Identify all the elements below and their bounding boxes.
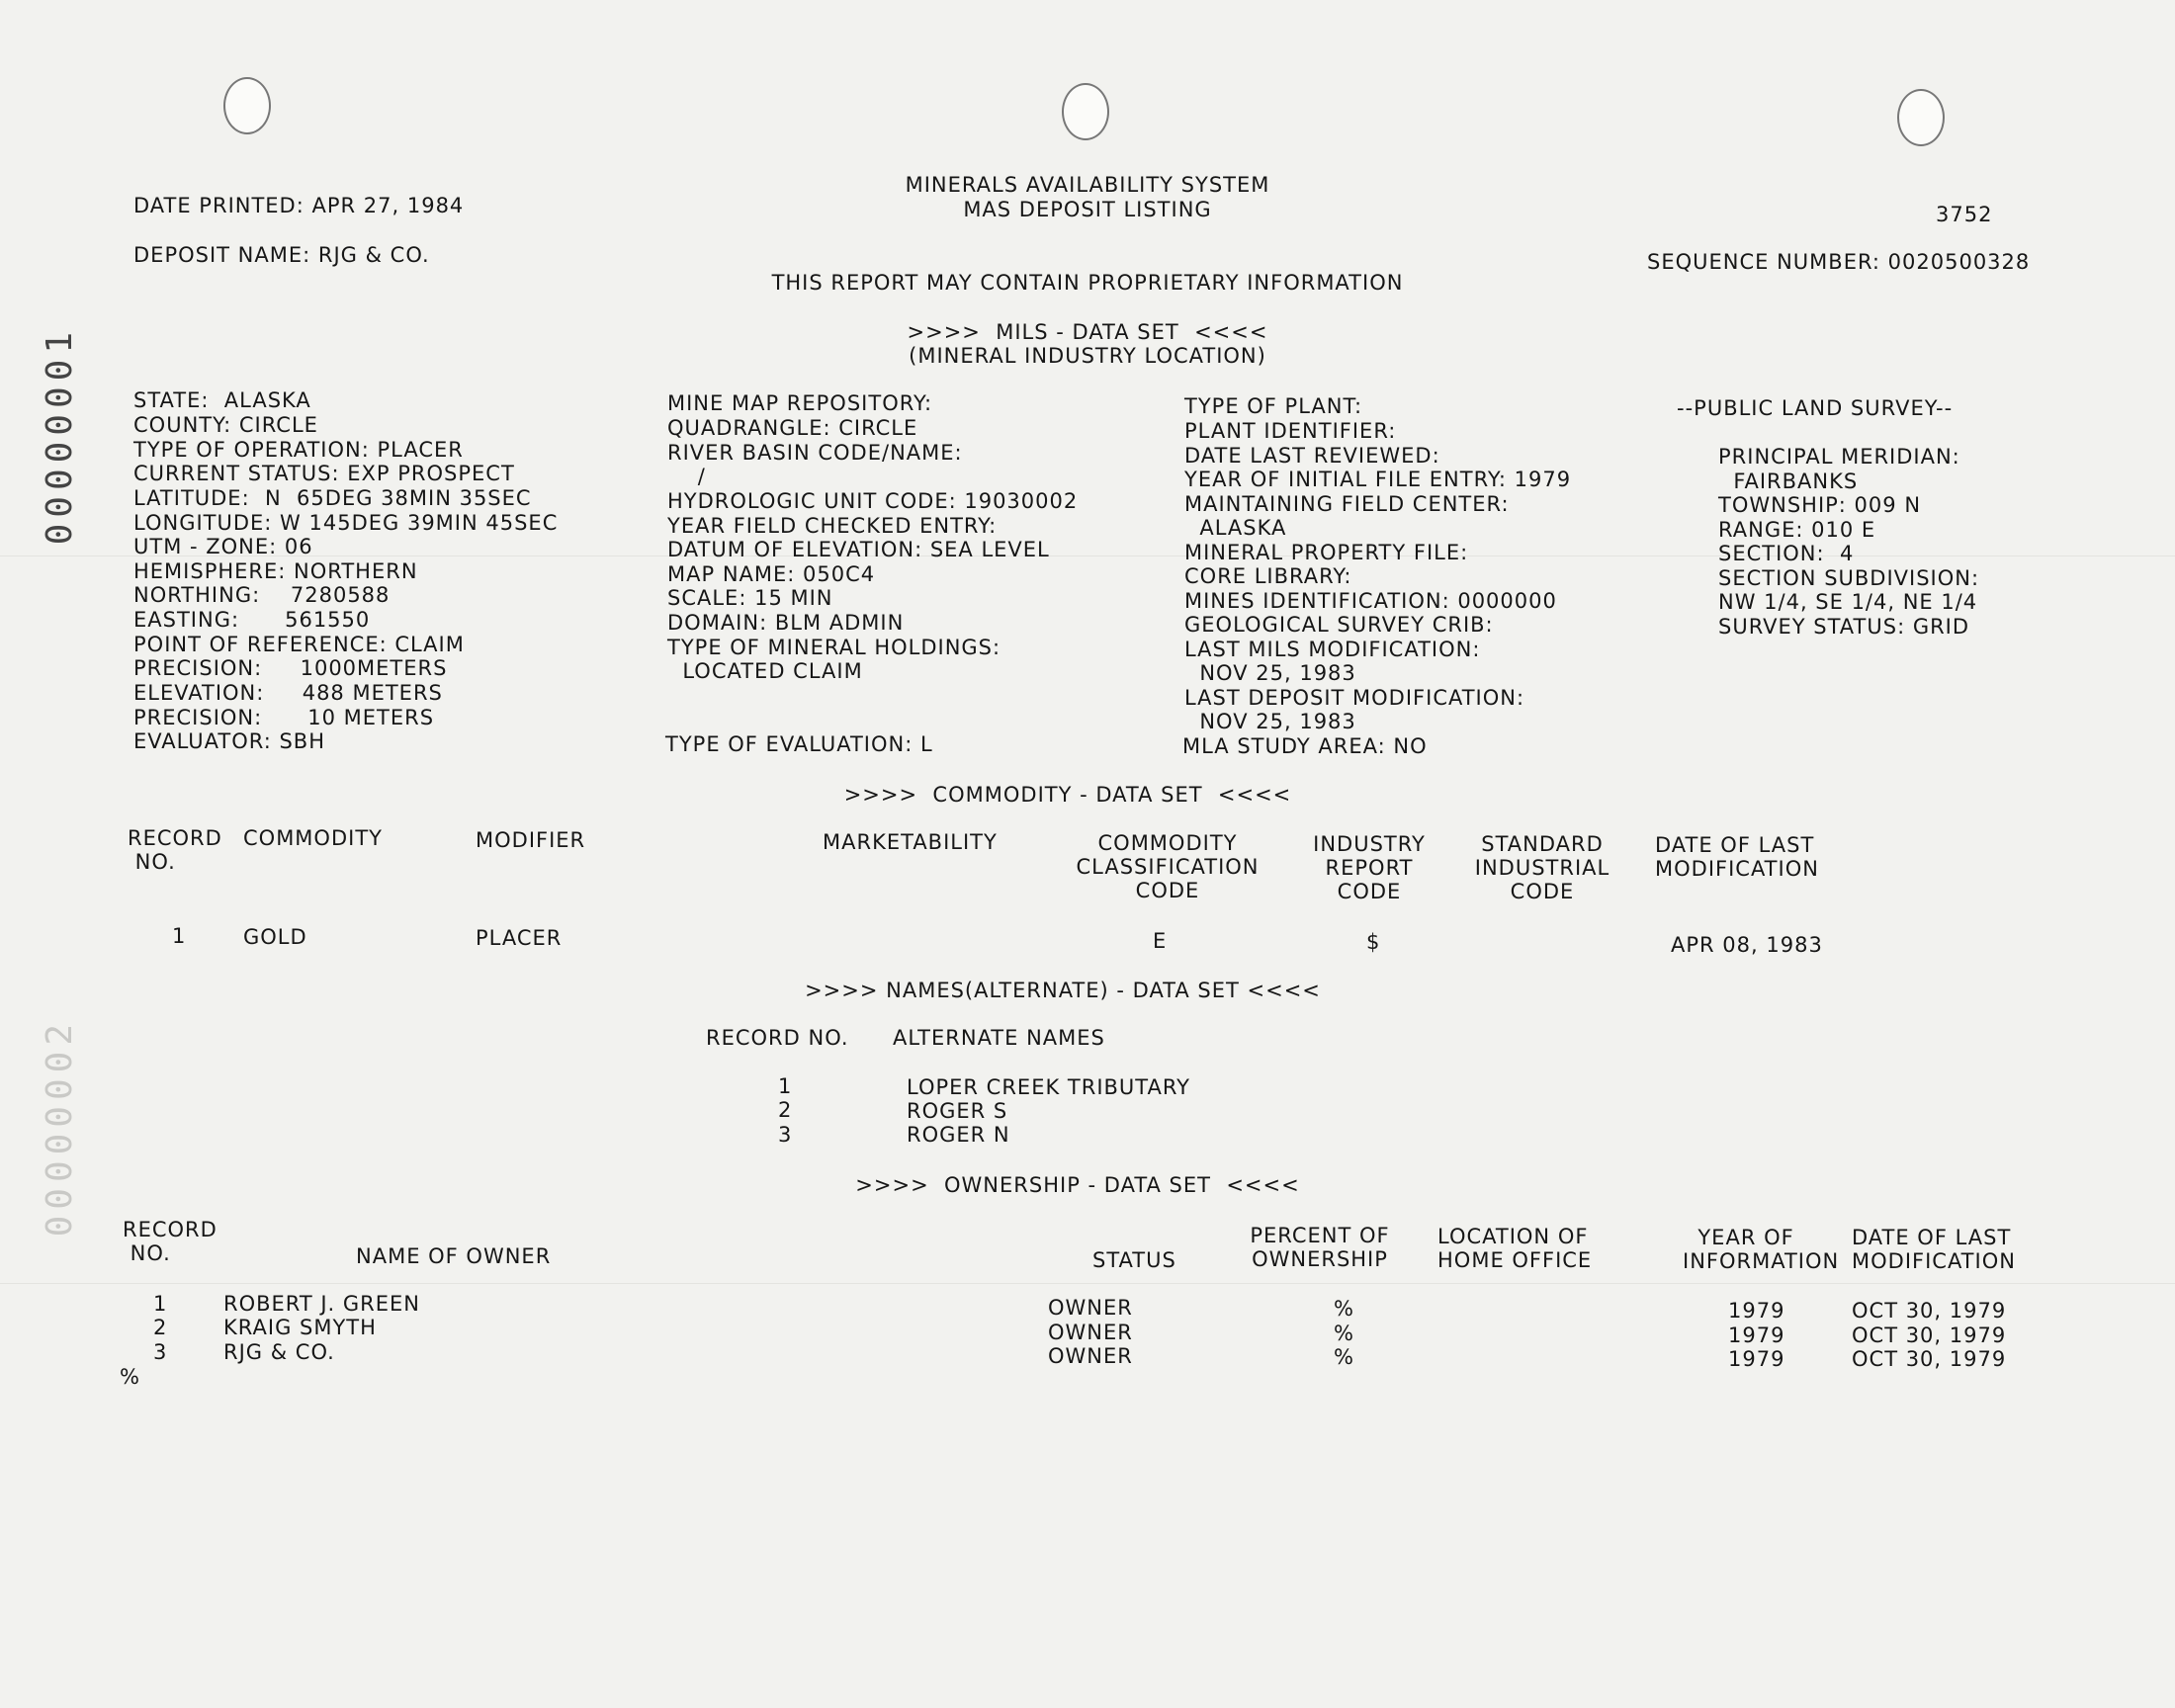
mils-field: MLA STUDY AREA: NO bbox=[1182, 734, 1428, 758]
fold-line bbox=[0, 1283, 2175, 1284]
mils-field: YEAR FIELD CHECKED ENTRY: bbox=[667, 514, 998, 538]
mils-field: TYPE OF MINERAL HOLDINGS: bbox=[667, 636, 1001, 659]
mils-field: QUADRANGLE: CIRCLE bbox=[667, 416, 918, 440]
commodity-industry: $ bbox=[1366, 930, 1381, 954]
commodity-modifier: PLACER bbox=[476, 926, 563, 950]
ownership-owner: ROBERT J. GREEN bbox=[223, 1292, 421, 1316]
listing-title: MAS DEPOSIT LISTING bbox=[963, 198, 1212, 221]
commodity-header-record: RECORD NO. bbox=[128, 826, 222, 874]
survey-field: SURVEY STATUS: GRID bbox=[1718, 615, 1970, 639]
ownership-header-year: YEAR OF INFORMATION bbox=[1683, 1226, 1840, 1273]
mils-title: >>>> MILS - DATA SET <<<< bbox=[907, 320, 1268, 344]
proprietary-notice: THIS REPORT MAY CONTAIN PROPRIETARY INFORMATION bbox=[771, 271, 1404, 295]
mils-field: EVALUATOR: SBH bbox=[133, 729, 325, 753]
names-record: 2 bbox=[778, 1098, 793, 1122]
mils-subtitle: (MINERAL INDUSTRY LOCATION) bbox=[909, 344, 1266, 368]
binder-hole-left bbox=[223, 77, 271, 134]
commodity-record: 1 bbox=[172, 924, 187, 948]
mils-field: MAP NAME: 050C4 bbox=[667, 562, 876, 586]
mils-field: SCALE: 15 MIN bbox=[667, 586, 833, 610]
mils-field: STATE: ALASKA bbox=[133, 388, 311, 412]
mils-field: / bbox=[667, 465, 706, 488]
names-alternate: LOPER CREEK TRIBUTARY bbox=[907, 1075, 1190, 1099]
mils-field: TYPE OF EVALUATION: L bbox=[665, 732, 933, 756]
mils-field: DATE LAST REVIEWED: bbox=[1184, 444, 1440, 468]
mils-field: PRECISION: 1000METERS bbox=[133, 656, 448, 680]
survey-field: FAIRBANKS bbox=[1718, 470, 1859, 493]
commodity-header-modifier: MODIFIER bbox=[476, 828, 586, 852]
ownership-date: OCT 30, 1979 bbox=[1852, 1299, 2007, 1323]
ownership-status: OWNER bbox=[1048, 1321, 1133, 1344]
mils-field: MINE MAP REPOSITORY: bbox=[667, 391, 933, 415]
ownership-percent: % bbox=[1334, 1297, 1354, 1321]
mils-field: MINES IDENTIFICATION: 0000000 bbox=[1184, 589, 1557, 613]
ownership-header-name: NAME OF OWNER bbox=[356, 1244, 552, 1268]
ownership-year: 1979 bbox=[1728, 1299, 1785, 1323]
names-record: 3 bbox=[778, 1123, 793, 1147]
ownership-owner: RJG & CO. bbox=[223, 1340, 335, 1364]
commodity-header-standard: STANDARD INDUSTRIAL CODE bbox=[1474, 832, 1610, 903]
ownership-header-status: STATUS bbox=[1092, 1248, 1176, 1272]
ownership-date: OCT 30, 1979 bbox=[1852, 1324, 2007, 1347]
frame-stamp-top: 00000001 bbox=[40, 326, 80, 546]
ownership-year: 1979 bbox=[1728, 1324, 1785, 1347]
mils-field: LONGITUDE: W 145DEG 39MIN 45SEC bbox=[133, 511, 559, 535]
names-header-record: RECORD NO. bbox=[706, 1026, 849, 1050]
names-alternate: ROGER S bbox=[907, 1099, 1008, 1123]
system-title: MINERALS AVAILABILITY SYSTEM bbox=[905, 173, 1270, 197]
mils-field: MINERAL PROPERTY FILE: bbox=[1184, 541, 1469, 564]
ownership-title: >>>> OWNERSHIP - DATA SET <<<< bbox=[855, 1173, 1300, 1197]
mils-field: NOV 25, 1983 bbox=[1184, 710, 1356, 733]
names-record: 1 bbox=[778, 1074, 793, 1098]
ownership-header-location: LOCATION OF HOME OFFICE bbox=[1437, 1225, 1593, 1272]
frame-stamp-bottom: 00000002 bbox=[40, 1018, 80, 1238]
mils-field: CORE LIBRARY: bbox=[1184, 564, 1352, 588]
mils-field: HEMISPHERE: NORTHERN bbox=[133, 559, 418, 583]
ownership-header-date: DATE OF LAST MODIFICATION bbox=[1852, 1226, 2016, 1273]
survey-field: TOWNSHIP: 009 N bbox=[1718, 493, 1922, 517]
ownership-status: OWNER bbox=[1048, 1296, 1133, 1320]
ownership-record: 3 bbox=[153, 1340, 168, 1364]
mils-field: POINT OF REFERENCE: CLAIM bbox=[133, 633, 465, 656]
mils-field: DOMAIN: BLM ADMIN bbox=[667, 611, 905, 635]
mils-field: NORTHING: 7280588 bbox=[133, 583, 391, 607]
ownership-header-record: RECORD NO. bbox=[123, 1218, 218, 1265]
ownership-percent: % bbox=[1334, 1322, 1354, 1345]
ownership-date: OCT 30, 1979 bbox=[1852, 1347, 2007, 1371]
survey-field: PRINCIPAL MERIDIAN: bbox=[1718, 445, 1960, 469]
commodity-header-classification: COMMODITY CLASSIFICATION CODE bbox=[1076, 831, 1260, 902]
ownership-header-percent: PERCENT OF OWNERSHIP bbox=[1250, 1224, 1390, 1271]
commodity-title: >>>> COMMODITY - DATA SET <<<< bbox=[843, 783, 1292, 807]
ownership-trailer: % bbox=[120, 1365, 140, 1389]
survey-title: --PUBLIC LAND SURVEY-- bbox=[1677, 396, 1954, 420]
commodity-header-date: DATE OF LAST MODIFICATION bbox=[1655, 833, 1819, 881]
names-title: >>>> NAMES(ALTERNATE) - DATA SET <<<< bbox=[805, 979, 1321, 1002]
mils-field: UTM - ZONE: 06 bbox=[133, 535, 313, 558]
mils-field: DATUM OF ELEVATION: SEA LEVEL bbox=[667, 538, 1050, 561]
names-header-alternate: ALTERNATE NAMES bbox=[893, 1026, 1105, 1050]
mils-field: GEOLOGICAL SURVEY CRIB: bbox=[1184, 613, 1494, 637]
survey-field: NW 1/4, SE 1/4, NE 1/4 bbox=[1718, 590, 1978, 614]
deposit-name: DEPOSIT NAME: RJG & CO. bbox=[133, 243, 430, 267]
survey-field: SECTION: 4 bbox=[1718, 542, 1855, 565]
mils-field: LAST DEPOSIT MODIFICATION: bbox=[1184, 686, 1525, 710]
mils-field: NOV 25, 1983 bbox=[1184, 661, 1356, 685]
mils-field: YEAR OF INITIAL FILE ENTRY: 1979 bbox=[1184, 468, 1572, 491]
ownership-year: 1979 bbox=[1728, 1347, 1785, 1371]
commodity-classification: E bbox=[1153, 929, 1168, 953]
survey-field: SECTION SUBDIVISION: bbox=[1718, 566, 1980, 590]
ownership-percent: % bbox=[1334, 1345, 1354, 1369]
mils-field: LAST MILS MODIFICATION: bbox=[1184, 638, 1481, 661]
mils-field: PRECISION: 10 METERS bbox=[133, 706, 435, 729]
ownership-record: 2 bbox=[153, 1316, 168, 1339]
mils-field: HYDROLOGIC UNIT CODE: 19030002 bbox=[667, 489, 1079, 513]
mils-field: MAINTAINING FIELD CENTER: bbox=[1184, 492, 1510, 516]
mils-field: EASTING: 561550 bbox=[133, 608, 371, 632]
mils-field: TYPE OF OPERATION: PLACER bbox=[133, 438, 464, 462]
names-alternate: ROGER N bbox=[907, 1123, 1010, 1147]
mils-field: LOCATED CLAIM bbox=[667, 659, 863, 683]
commodity-date: APR 08, 1983 bbox=[1671, 933, 1823, 957]
mils-field: LATITUDE: N 65DEG 38MIN 35SEC bbox=[133, 486, 532, 510]
mils-field: PLANT IDENTIFIER: bbox=[1184, 419, 1397, 443]
commodity-name: GOLD bbox=[243, 925, 307, 949]
page-number: 3752 bbox=[1936, 203, 1993, 226]
mils-field: TYPE OF PLANT: bbox=[1184, 394, 1363, 418]
binder-hole-right bbox=[1897, 89, 1945, 146]
sequence-number: SEQUENCE NUMBER: 0020500328 bbox=[1647, 250, 2031, 274]
commodity-header-commodity: COMMODITY bbox=[243, 826, 383, 850]
survey-field: RANGE: 010 E bbox=[1718, 518, 1876, 542]
commodity-header-marketability: MARKETABILITY bbox=[823, 830, 998, 854]
ownership-record: 1 bbox=[153, 1292, 168, 1316]
binder-hole-center bbox=[1062, 83, 1109, 140]
ownership-status: OWNER bbox=[1048, 1344, 1133, 1368]
date-printed: DATE PRINTED: APR 27, 1984 bbox=[133, 194, 465, 217]
mils-field: ALASKA bbox=[1184, 516, 1287, 540]
mils-field: RIVER BASIN CODE/NAME: bbox=[667, 441, 963, 465]
ownership-owner: KRAIG SMYTH bbox=[223, 1316, 377, 1339]
commodity-header-industry: INDUSTRY REPORT CODE bbox=[1313, 832, 1426, 903]
mils-field: CURRENT STATUS: EXP PROSPECT bbox=[133, 462, 515, 485]
mils-field: COUNTY: CIRCLE bbox=[133, 413, 318, 437]
mils-field: ELEVATION: 488 METERS bbox=[133, 681, 443, 705]
